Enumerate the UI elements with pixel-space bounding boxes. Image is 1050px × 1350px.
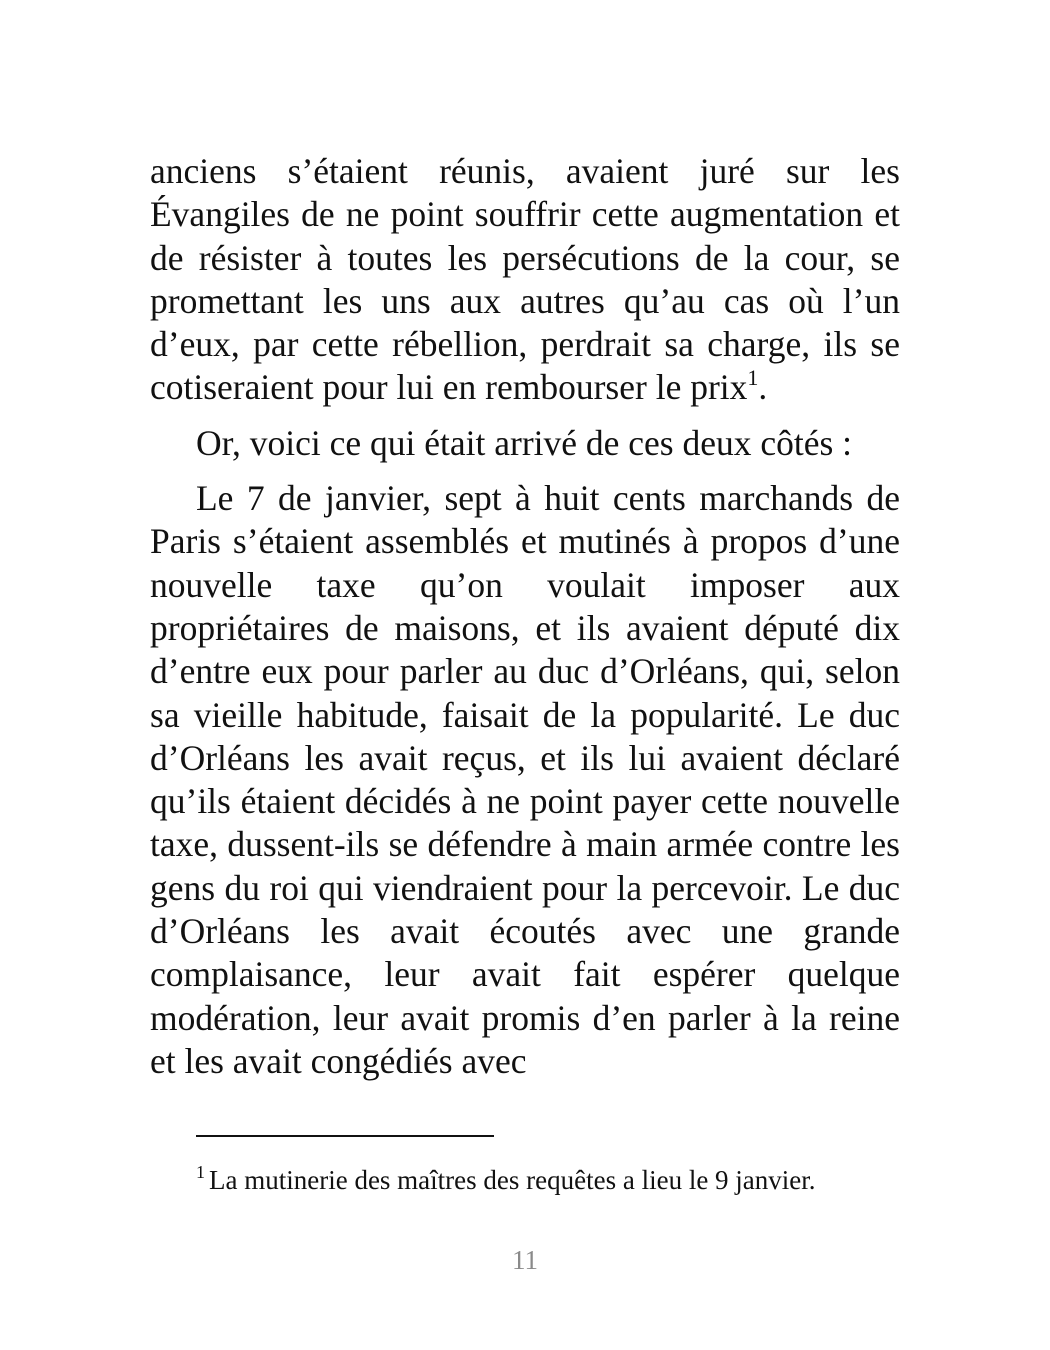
paragraph-3: Le 7 de janvier, sept à huit cents marchands de Paris s’étaient assemblés et mutinés à propos d’une nouvelle taxe qu’on voulait imposer aux propriétaires de maisons, et ils avaient député dix d’entre eux pour parler au duc d’Orléans, qui, selon sa vieille habitude, faisait de la popularité. Le duc d’Orléans les avait reçus, et ils lui avaient déclaré qu’ils étaient décidés à ne point payer cette nouvelle taxe, dussent-ils se défendre à main armée contre les gens du roi qui viendraient pour la percevoir. Le duc d’Orléans les avait écoutés avec une grande complaisance, leur avait fait espérer quelque modération, leur avait promis d’en parler à la reine et les avait congédiés avec	[150, 478, 900, 1081]
paragraph-1-text: anciens s’étaient réunis, avaient juré sur les Évangiles de ne point souffrir cette augmentation et de résister à toutes les persécutions de la cour, se promettant les uns aux autres qu’au cas où l’un d’eux, par cette rébellion, perdrait sa charge, ils se cotiseraient pour lui en rembourser le prix	[150, 151, 900, 408]
page-number: 11	[512, 1245, 538, 1275]
body-text	[150, 150, 900, 1083]
footnote-divider	[196, 1135, 494, 1137]
footnote-marker: 1	[196, 1162, 205, 1182]
footnote	[196, 1163, 900, 1197]
footnote-text: La mutinerie des maîtres des requêtes a lieu le 9 janvier.	[209, 1165, 816, 1195]
paragraph-2: Or, voici ce qui était arrivé de ces deux côtés :	[196, 422, 853, 463]
paragraph-1-end: .	[758, 367, 768, 408]
paragraph-1	[150, 150, 900, 410]
footnote-reference[interactable]: 1	[747, 365, 759, 391]
